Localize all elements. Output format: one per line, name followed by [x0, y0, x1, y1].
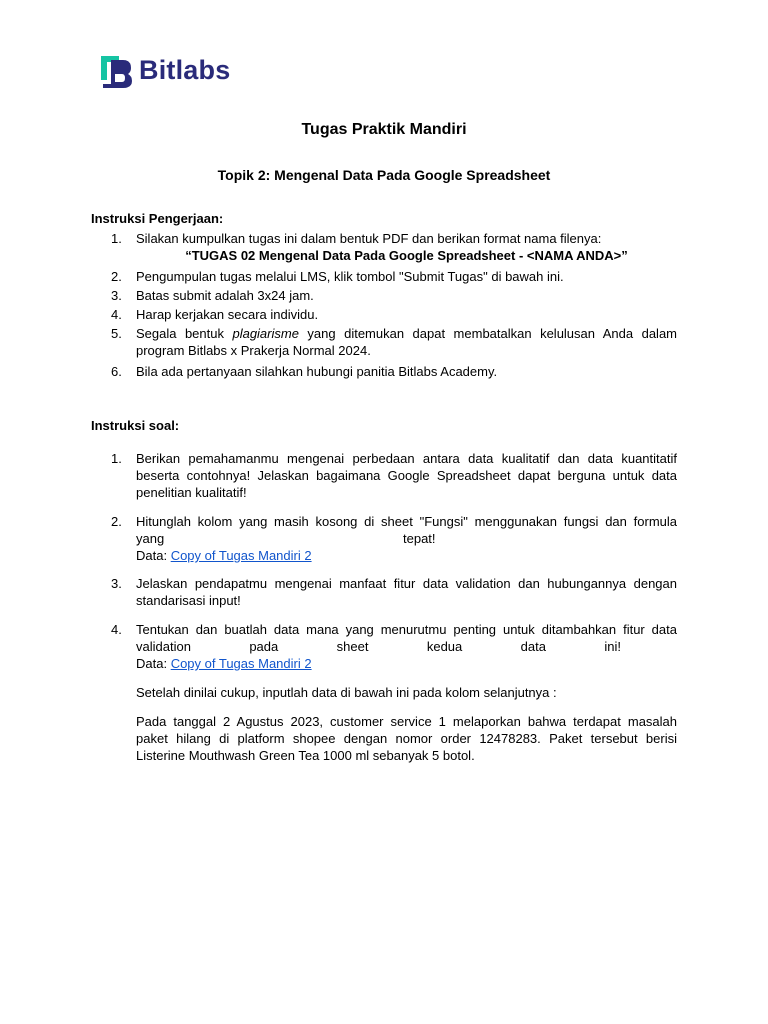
list-number: 2.: [111, 269, 122, 284]
question-item: Hitunglah kolom yang masih kosong di sheet "Fungsi" menggunakan fungsi dan formula yang tepat! Data: Copy of Tugas Mandiri 2: [136, 514, 677, 563]
list-item: Bila ada pertanyaan silahkan hubungi panitia Bitlabs Academy.: [136, 364, 498, 379]
list-number: 1.: [111, 231, 122, 246]
questions-heading: Instruksi soal:: [91, 418, 180, 433]
filename-format: “TUGAS 02 Mengenal Data Pada Google Spreadsheet - <NAMA ANDA>”: [185, 248, 628, 263]
list-number: 5.: [111, 326, 122, 341]
list-number: 3.: [111, 288, 122, 303]
data-link[interactable]: Copy of Tugas Mandiri 2: [170, 656, 312, 671]
bitlabs-logo-icon: [93, 48, 137, 92]
list-number: 6.: [111, 364, 122, 379]
question-number: 1.: [111, 451, 122, 466]
italic-term: plagiarisme: [232, 326, 299, 341]
list-item: Harap kerjakan secara individu.: [136, 307, 319, 322]
bitlabs-logo: [93, 46, 243, 94]
question-item: Tentukan dan buatlah data mana yang menurutmu penting untuk ditambahkan fitur data validation pada sheet kedua data ini! Data: Copy of Tugas Mandiri 2 Setelah dinilai cukup, inputlah data di bawah ini pada kolom selanjutnya : Pada tanggal 2 Agustus 2023, customer service 1 melaporkan bahwa terdapat masalah paket hilang di platform shopee dengan nomor order 12478283. Paket tersebut berisi Listerine Mouthwash Green Tea 1000 ml sebanyak 5 botol.: [136, 622, 677, 763]
brand-name: Bitlabs: [139, 54, 231, 85]
question-note: Setelah dinilai cukup, inputlah data di bawah ini pada kolom selanjutnya :: [136, 685, 557, 700]
question-item: Berikan pemahamanmu mengenai perbedaan antara data kualitatif dan data kuantitatif beserta contohnya! Jelaskan bagaimana Google Spreadsheet dapat berguna untuk data penelitian kualitatif!: [136, 451, 677, 500]
instructions-heading: Instruksi Pengerjaan:: [91, 211, 224, 226]
question-number: 3.: [111, 576, 122, 591]
list-number: 4.: [111, 307, 122, 322]
question-number: 4.: [111, 622, 122, 637]
page-title: Tugas Praktik Mandiri: [301, 121, 467, 138]
list-item: Silakan kumpulkan tugas ini dalam bentuk PDF dan berikan format nama filenya: “TUGAS 02 Mengenal Data Pada Google Spreadsheet - <NAMA ANDA>”: [136, 230, 677, 264]
list-item: Batas submit adalah 3x24 jam.: [136, 288, 314, 303]
data-link[interactable]: Copy of Tugas Mandiri 2: [170, 548, 312, 563]
question-number: 2.: [111, 514, 122, 529]
list-item: Segala bentuk plagiarisme yang ditemukan dapat membatalkan kelulusan Anda dalam program Bitlabs x Prakerja Normal 2024.: [136, 326, 678, 358]
page-subtitle: Topik 2: Mengenal Data Pada Google Spreadsheet: [217, 167, 551, 183]
question-item: Jelaskan pendapatmu mengenai manfaat fitur data validation dan hubungannya dengan standarisasi input!: [136, 576, 677, 608]
list-item: Pengumpulan tugas melalui LMS, klik tombol "Submit Tugas" di bawah ini.: [136, 269, 564, 284]
case-paragraph: Pada tanggal 2 Agustus 2023, customer service 1 melaporkan bahwa terdapat masalah paket hilang di platform shopee dengan nomor order 12478283. Paket tersebut berisi Listerine Mouthwash Green Tea 1000 ml sebanyak 5 botol.: [136, 714, 677, 763]
